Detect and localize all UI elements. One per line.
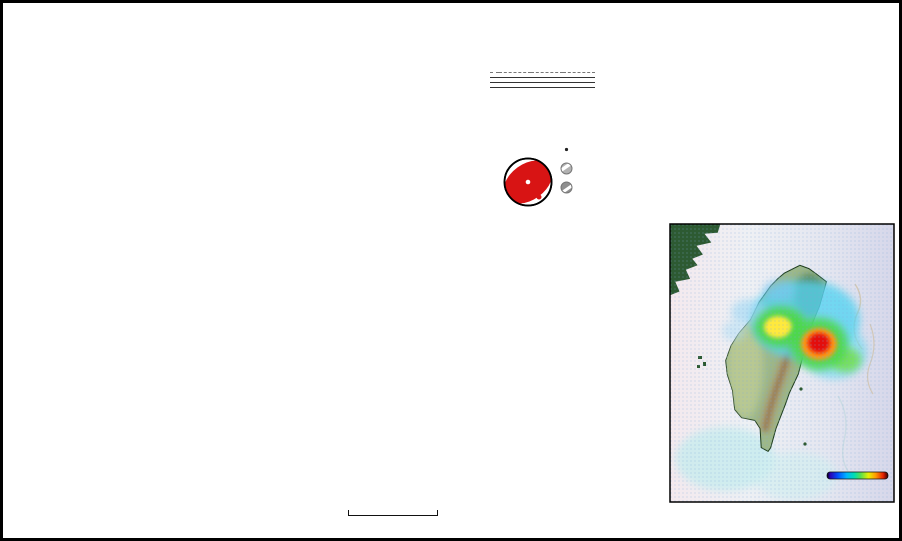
dc-beachball-icon — [560, 162, 573, 175]
plane2-strike — [499, 83, 531, 88]
table-row-plane2 — [490, 83, 595, 88]
taiwan-misfit-map — [643, 214, 902, 526]
stipple-overlay — [670, 224, 894, 502]
plane2-dip — [531, 83, 563, 88]
time-scale-bar — [348, 510, 438, 516]
decomp-dc-row — [560, 162, 630, 175]
plane2-label — [490, 83, 499, 88]
focal-mechanism-beachball-icon — [499, 155, 557, 211]
decomp-iso-row — [560, 143, 630, 156]
nodal-planes-table — [490, 72, 595, 88]
misfit-reduction-chart — [643, 59, 902, 213]
plane2-rake — [563, 83, 595, 88]
iso-dot-icon — [560, 143, 573, 156]
location-line — [490, 20, 655, 31]
best-fit-solution-panel — [490, 13, 655, 88]
misfit-legend — [440, 518, 444, 529]
mw-line — [490, 50, 655, 68]
clvd-beachball-icon — [560, 181, 573, 194]
decomposition-panel — [560, 143, 630, 200]
map-colorbar — [827, 472, 888, 479]
decomp-clvd-row — [560, 181, 630, 194]
depth-line — [490, 35, 655, 46]
